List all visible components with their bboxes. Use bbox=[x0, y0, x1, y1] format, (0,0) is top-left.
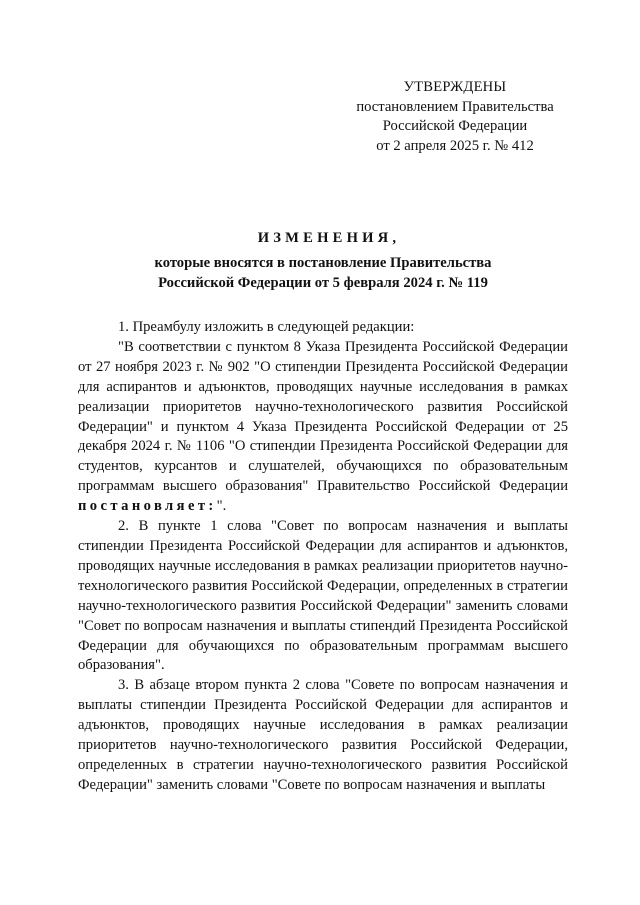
approval-line-1: постановлением Правительства bbox=[356, 98, 554, 115]
title-sub-2: Российской Федерации от 5 февраля 2024 г. № 119 bbox=[158, 274, 488, 291]
approval-heading: УТВЕРЖДЕНЫ bbox=[403, 79, 507, 95]
paragraph-2-text: "В соответствии с пунктом 8 Указа Президента Российской Федерации от 27 ноября 2023 г. № 902 "О стипендии Президента Российской Федерации для аспирантов и адъюнктов, проводящих научные исследования в рамках реализации приоритетов научно-технологического развития Российской Федерации" и пунктом 4 Указа Президента Российской Федерации от 25 декабря 2024 г. № 1106 "О стипендии Президента Российской Федерации для студентов, курсантов и слушателей, обучающихся по образовательным программам высшего образования" Правительство Российской Федерации bbox=[78, 338, 568, 495]
title-sub-1: которые вносятся в постановление Правительства bbox=[154, 255, 492, 271]
paragraph-2-end: ". bbox=[216, 498, 227, 515]
paragraph-2 bbox=[78, 338, 568, 517]
paragraph-1: 1. Преамбулу изложить в следующей редакции: bbox=[118, 319, 415, 335]
approval-stamp bbox=[340, 78, 570, 156]
document-title bbox=[78, 228, 568, 293]
approval-line-2: Российской Федерации bbox=[382, 118, 528, 134]
paragraph-3: 2. В пункте 1 слова "Совет по вопросам назначения и выплаты стипендии Президента Российской Федерации для аспирантов и адъюнктов, проводящих научные исследования в рамках реализации приоритетов научно-технологического развития Российской Федерации, определенных в стратегии научно-технологического развития Российской Федерации" заменить словами "Совет по вопросам назначения и выплаты стипендий Президента Российской Федерации для обучающихся по образовательным программам высшего образования". bbox=[78, 518, 568, 674]
keyword-postanovlyaet: постановляет: bbox=[78, 498, 217, 515]
paragraph-4: 3. В абзаце втором пункта 2 слова "Совете по вопросам назначения и выплаты стипендии Президента Российской Федерации для аспирантов и адъюнктов, проводящих научные исследования в рамках реализации приоритетов научно-технологического развития Российской Федерации, определенных в стратегии научно-технологического развития Российской Федерации" заменить словами "Совете по вопросам назначения и выплаты bbox=[78, 677, 568, 793]
approval-line-3: от 2 апреля 2025 г. № 412 bbox=[376, 137, 534, 154]
document-body bbox=[78, 318, 568, 796]
title-main: ИЗМЕНЕНИЯ, bbox=[257, 230, 401, 246]
